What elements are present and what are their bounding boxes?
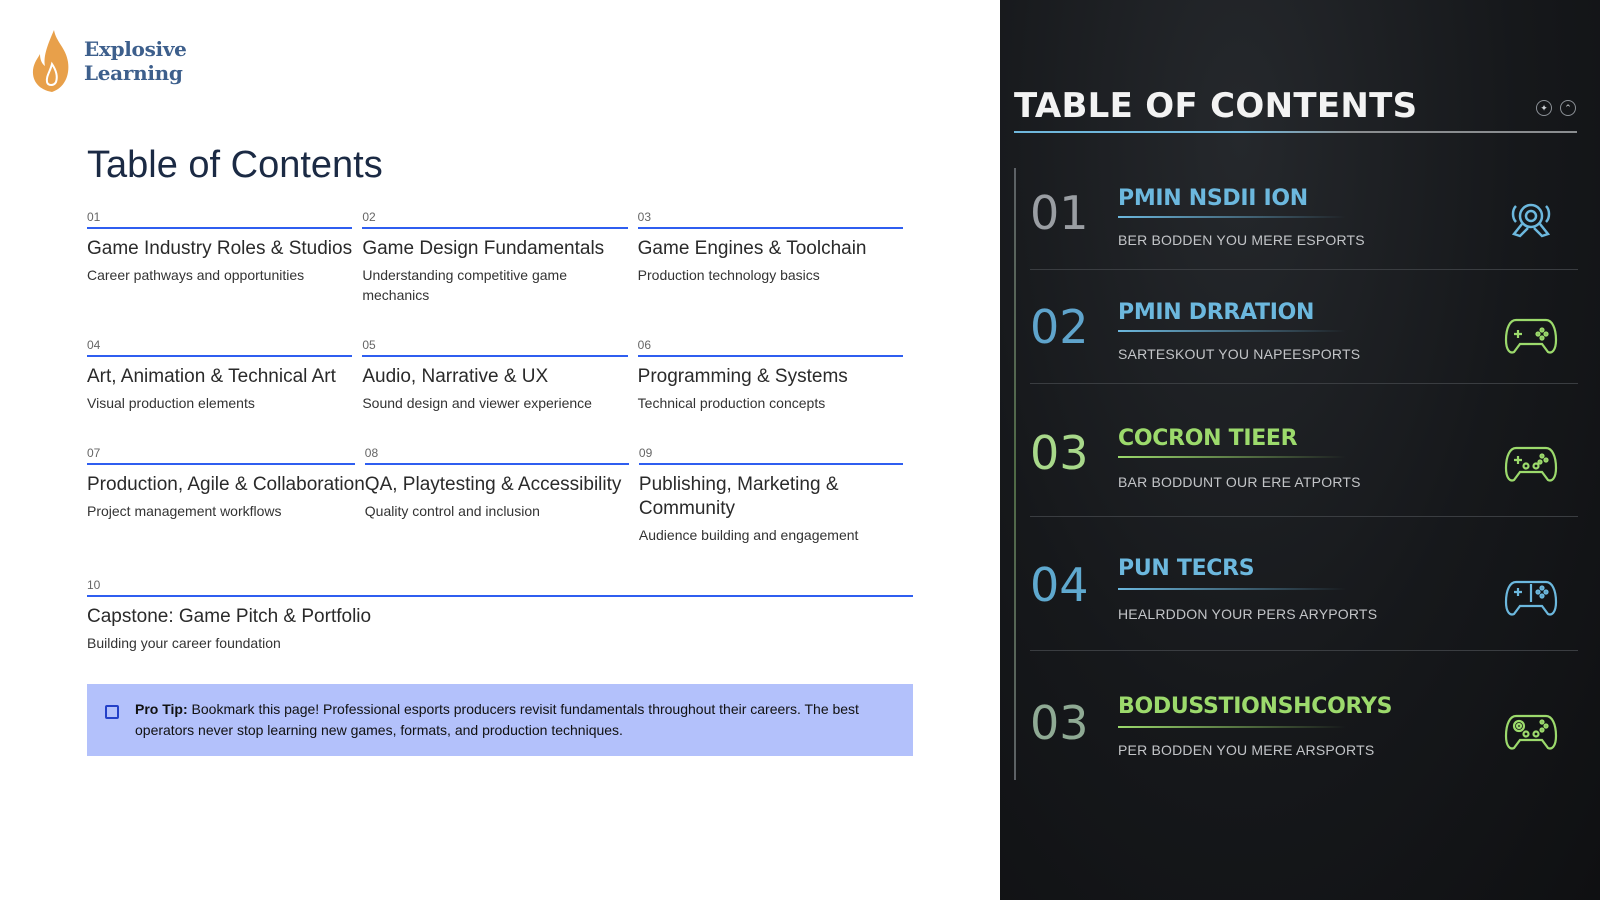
item-title: Publishing, Marketing & Community — [638, 474, 839, 519]
toc-grid — [87, 208, 913, 653]
item-divider — [87, 595, 913, 597]
item-number: 03 — [1030, 426, 1089, 480]
item-title: Game Industry Roles & Studios — [87, 238, 353, 259]
pro-tip-callout — [87, 684, 913, 756]
pro-tip-label: Pro Tip: — [135, 701, 188, 717]
item-subtitle: Career pathways and opportunities — [87, 267, 305, 283]
page-title: Table of Contents — [87, 144, 383, 186]
item-number: 04 — [1030, 558, 1089, 612]
title-divider — [1014, 131, 1577, 133]
timeline-line — [1014, 168, 1016, 780]
item-number: 09 — [638, 446, 653, 460]
item-subtitle: Audience building and engagement — [638, 527, 859, 543]
item-number: 10 — [87, 578, 101, 592]
item-number: 04 — [87, 338, 101, 352]
toc-item-05[interactable] — [362, 336, 637, 444]
gamepad-icon — [1504, 442, 1558, 486]
item-underline — [1118, 588, 1346, 590]
gamepad-icon — [1504, 314, 1558, 358]
item-number: 05 — [362, 338, 376, 352]
item-number: 02 — [362, 210, 376, 224]
item-number: 08 — [364, 446, 379, 460]
item-subtitle: Quality control and inclusion — [364, 503, 540, 519]
item-subtitle: Technical production concepts — [637, 395, 826, 411]
brand-name — [84, 37, 187, 85]
dark-toc-item-3[interactable] — [1030, 418, 1578, 518]
item-name: COCRON TIEER — [1118, 426, 1298, 451]
item-underline — [1118, 216, 1346, 218]
item-number: 01 — [87, 210, 101, 224]
item-divider — [365, 463, 629, 465]
item-separator — [1030, 516, 1578, 517]
dark-toc-item-4[interactable] — [1030, 550, 1578, 650]
toc-item-04[interactable] — [87, 336, 362, 444]
item-description: HEALRDDON YOUR PERS ARYPORTS — [1118, 606, 1378, 622]
item-divider — [362, 355, 627, 357]
item-title: Game Engines & Toolchain — [637, 238, 867, 259]
item-name: PUN TECRS — [1118, 556, 1255, 581]
item-divider — [87, 227, 352, 229]
brand-logo[interactable] — [30, 28, 187, 94]
pro-tip-body: Bookmark this page! Professional esports producers revisit fundamentals throughout their careers. The best operators never stop learning new games, formats, and production techniques. — [135, 701, 859, 738]
item-description: PER BODDEN YOU MERE ARSPORTS — [1118, 742, 1375, 758]
item-divider — [362, 227, 627, 229]
item-number: 06 — [637, 338, 652, 352]
brand-name-line2: Learning — [84, 61, 183, 85]
item-number: 03 — [637, 210, 652, 224]
item-underline — [1118, 456, 1346, 458]
pro-tip-text — [135, 699, 893, 741]
gamepad-icon — [1504, 710, 1558, 754]
item-number: 02 — [1030, 300, 1089, 354]
item-subtitle: Visual production elements — [87, 395, 255, 411]
toc-item-06[interactable] — [638, 336, 913, 444]
item-title: Audio, Narrative & UX — [362, 366, 549, 387]
item-divider — [638, 227, 903, 229]
toc-item-08[interactable] — [365, 444, 639, 576]
item-title: Game Design Fundamentals — [362, 238, 605, 259]
item-description: SARTESKOUT YOU NAPEESPORTS — [1118, 346, 1361, 362]
toc-item-09[interactable] — [639, 444, 913, 576]
item-title: QA, Playtesting & Accessibility — [364, 474, 622, 495]
flame-icon — [30, 28, 74, 94]
item-separator — [1030, 269, 1578, 270]
toc-item-02[interactable] — [362, 208, 637, 336]
item-divider — [638, 355, 903, 357]
dark-toc-item-1[interactable] — [1030, 178, 1578, 270]
right-panel — [1000, 0, 1600, 900]
toc-item-01[interactable] — [87, 208, 362, 336]
item-underline — [1118, 726, 1346, 728]
item-title: Capstone: Game Pitch & Portfolio — [87, 606, 372, 627]
gamepad-icon — [1504, 576, 1558, 620]
item-separator — [1030, 650, 1578, 651]
badge-icon[interactable]: ✦ — [1536, 100, 1552, 116]
toc-item-10[interactable] — [87, 576, 913, 653]
item-title: Art, Animation & Technical Art — [87, 366, 336, 387]
note-icon — [105, 705, 119, 719]
chevron-up-icon[interactable]: ⌃ — [1560, 100, 1576, 116]
item-number: 01 — [1030, 186, 1089, 240]
item-name: PMIN DRRATION — [1118, 300, 1315, 325]
item-divider — [639, 463, 903, 465]
item-divider — [87, 463, 355, 465]
item-separator — [1030, 383, 1578, 384]
item-number: 03 — [1030, 696, 1089, 750]
toc-item-07[interactable] — [87, 444, 365, 576]
item-subtitle: Production technology basics — [637, 267, 820, 283]
item-title: Programming & Systems — [637, 366, 848, 387]
item-description: BER BODDEN YOU MERE ESPORTS — [1118, 232, 1365, 248]
item-subtitle: Building your career foundation — [87, 635, 281, 651]
item-title: Production, Agile & Collaboration — [87, 474, 365, 495]
item-subtitle: Project management workflows — [87, 503, 282, 519]
dark-toc-title: TABLE OF CONTENTS — [1014, 86, 1418, 126]
dark-toc-item-2[interactable] — [1030, 292, 1578, 384]
item-subtitle: Sound design and viewer experience — [362, 395, 592, 411]
item-name: BODUSSTIONSHCORYS — [1118, 694, 1393, 719]
dark-toc-item-5[interactable] — [1030, 688, 1578, 778]
brand-name-line1: Explosive — [84, 37, 187, 61]
item-number: 07 — [87, 446, 101, 460]
toc-item-03[interactable] — [638, 208, 913, 336]
item-divider — [87, 355, 352, 357]
item-description: BAR BODDUNT OUR ERE ATPORTS — [1118, 474, 1361, 490]
headset-controller-icon — [1504, 196, 1558, 240]
item-underline — [1118, 330, 1346, 332]
item-subtitle: Understanding competitive game mechanics — [362, 267, 567, 303]
item-name: PMIN NSDII ION — [1118, 186, 1308, 211]
